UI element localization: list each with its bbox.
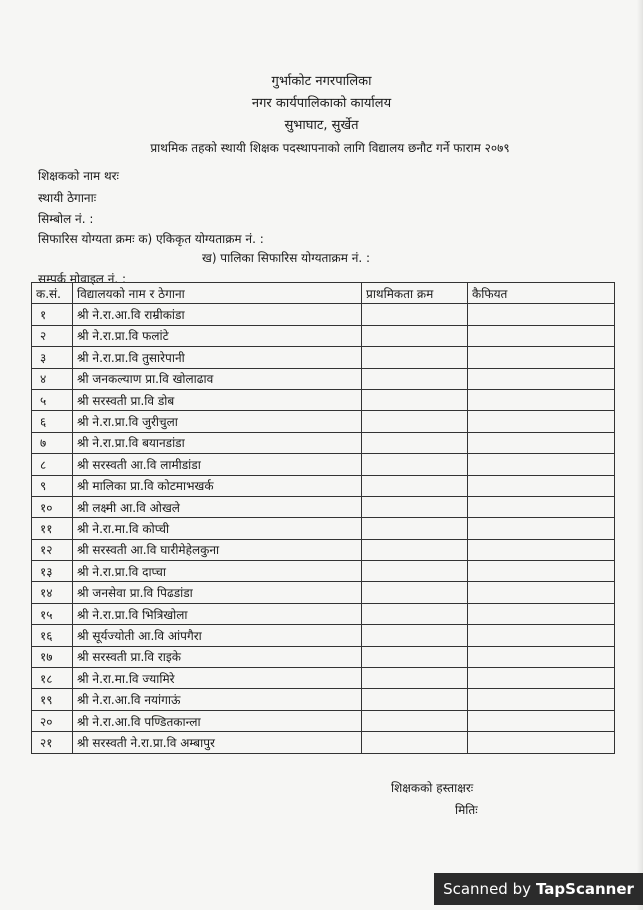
table-row	[32, 347, 615, 368]
serial-cell: १२	[32, 539, 73, 560]
remarks-cell	[468, 625, 615, 646]
table-header-row	[32, 283, 615, 304]
remarks-cell	[468, 304, 615, 325]
school-name-cell: श्री सूर्यज्योती आ.वि आंपगैरा	[73, 625, 362, 646]
tapscanner-watermark	[434, 873, 643, 905]
table-row	[32, 454, 615, 475]
remarks-cell	[468, 668, 615, 689]
remarks-cell	[468, 582, 615, 603]
school-name-cell: श्री ने.रा.आ.वि राम्रीकांडा	[73, 304, 362, 325]
table-row	[32, 625, 615, 646]
remarks-cell	[468, 347, 615, 368]
priority-cell	[362, 454, 468, 475]
table-row	[32, 496, 615, 517]
serial-cell: ४	[32, 368, 73, 389]
remarks-cell	[468, 454, 615, 475]
school-name-cell: श्री ने.रा.आ.वि नयांगाऊं	[73, 689, 362, 710]
school-name-cell: श्री सरस्वती ने.रा.प्रा.वि अम्बापुर	[73, 732, 362, 753]
serial-cell: १५	[32, 603, 73, 624]
priority-cell	[362, 710, 468, 731]
column-header-serial: क.सं.	[32, 283, 73, 304]
table-row	[32, 304, 615, 325]
serial-cell: ९	[32, 475, 73, 496]
serial-cell: १३	[32, 561, 73, 582]
serial-cell: १०	[32, 496, 73, 517]
priority-cell	[362, 411, 468, 432]
school-name-cell: श्री ने.रा.प्रा.वि दाप्चा	[73, 561, 362, 582]
school-name-cell: श्री ने.रा.प्रा.वि तुसारेपानी	[73, 347, 362, 368]
serial-cell: ८	[32, 454, 73, 475]
remarks-cell	[468, 603, 615, 624]
school-choice-table	[31, 282, 615, 754]
priority-cell	[362, 432, 468, 453]
priority-cell	[362, 325, 468, 346]
table-row	[32, 411, 615, 432]
priority-cell	[362, 732, 468, 753]
school-name-cell: श्री ने.रा.मा.वि कोप्ची	[73, 518, 362, 539]
remarks-cell	[468, 689, 615, 710]
column-header-remarks: कैफियत	[468, 283, 615, 304]
watermark-prefix: Scanned by	[443, 880, 531, 898]
serial-cell: १४	[32, 582, 73, 603]
priority-cell	[362, 668, 468, 689]
serial-cell: १८	[32, 668, 73, 689]
priority-cell	[362, 603, 468, 624]
table-row	[32, 603, 615, 624]
table-row	[32, 518, 615, 539]
date-label: मितिः	[455, 803, 478, 817]
office-address: सुभाघाट, सुर्खेत	[284, 118, 359, 133]
school-name-cell: श्री ने.रा.प्रा.वि जुरीचुला	[73, 411, 362, 432]
remarks-cell	[468, 561, 615, 582]
priority-cell	[362, 689, 468, 710]
school-name-cell: श्री ने.रा.प्रा.वि बयानडांडा	[73, 432, 362, 453]
field-teacher-name: शिक्षकको नाम थरः	[38, 169, 119, 183]
school-name-cell: श्री सरस्वती आ.वि घारीमेहेलकुना	[73, 539, 362, 560]
school-name-cell: श्री ने.रा.आ.वि पण्डितकान्ला	[73, 710, 362, 731]
remarks-cell	[468, 368, 615, 389]
serial-cell: ६	[32, 411, 73, 432]
column-header-priority: प्राथमिकता क्रम	[362, 283, 468, 304]
school-name-cell: श्री ने.रा.मा.वि ज्यामिरे	[73, 668, 362, 689]
priority-cell	[362, 625, 468, 646]
priority-cell	[362, 539, 468, 560]
table-row	[32, 432, 615, 453]
table-row	[32, 646, 615, 667]
field-merit-municipal: ख) पालिका सिफारिस योग्यताक्रम नं. :	[202, 251, 371, 265]
table-row	[32, 389, 615, 410]
priority-cell	[362, 389, 468, 410]
table-row	[32, 710, 615, 731]
priority-cell	[362, 368, 468, 389]
office-name: नगर कार्यपालिकाको कार्यालय	[251, 96, 392, 111]
field-merit-integrated: सिफारिस योग्यता क्रमः क) एकिकृत योग्यताक्रम नं. :	[38, 232, 264, 246]
table-row	[32, 668, 615, 689]
remarks-cell	[468, 732, 615, 753]
priority-cell	[362, 347, 468, 368]
remarks-cell	[468, 411, 615, 432]
serial-cell: ३	[32, 347, 73, 368]
serial-cell: ७	[32, 432, 73, 453]
serial-cell: १६	[32, 625, 73, 646]
priority-cell	[362, 646, 468, 667]
table-row	[32, 539, 615, 560]
priority-cell	[362, 561, 468, 582]
watermark-brand: TapScanner	[535, 880, 634, 898]
school-name-cell: श्री सरस्वती प्रा.वि डोब	[73, 389, 362, 410]
priority-cell	[362, 518, 468, 539]
priority-cell	[362, 582, 468, 603]
field-symbol-number: सिम्बोल नं. :	[38, 212, 94, 226]
table-row	[32, 561, 615, 582]
serial-cell: २०	[32, 710, 73, 731]
field-permanent-address: स्थायी ठेगानाः	[38, 191, 97, 205]
school-name-cell: श्री मालिका प्रा.वि कोटमाभखर्क	[73, 475, 362, 496]
table-row	[32, 582, 615, 603]
school-name-cell: श्री जनकल्याण प्रा.वि खोलाढाव	[73, 368, 362, 389]
serial-cell: १	[32, 304, 73, 325]
school-name-cell: श्री ने.रा.प्रा.वि भित्रिखोला	[73, 603, 362, 624]
remarks-cell	[468, 496, 615, 517]
table-row	[32, 368, 615, 389]
municipality-name: गुर्भाकोट नगरपालिका	[271, 74, 372, 89]
school-name-cell: श्री ने.रा.प्रा.वि फलांटे	[73, 325, 362, 346]
school-name-cell: श्री सरस्वती आ.वि लामीडांडा	[73, 454, 362, 475]
school-name-cell: श्री जनसेवा प्रा.वि पिढडांडा	[73, 582, 362, 603]
remarks-cell	[468, 710, 615, 731]
serial-cell: २१	[32, 732, 73, 753]
school-name-cell: श्री लक्ष्मी आ.वि ओखले	[73, 496, 362, 517]
priority-cell	[362, 304, 468, 325]
table-row	[32, 325, 615, 346]
table-row	[32, 689, 615, 710]
priority-cell	[362, 496, 468, 517]
remarks-cell	[468, 475, 615, 496]
school-name-cell: श्री सरस्वती प्रा.वि राइके	[73, 646, 362, 667]
remarks-cell	[468, 539, 615, 560]
table-row	[32, 732, 615, 753]
table-row	[32, 475, 615, 496]
remarks-cell	[468, 325, 615, 346]
serial-cell: ११	[32, 518, 73, 539]
serial-cell: २	[32, 325, 73, 346]
serial-cell: १९	[32, 689, 73, 710]
column-header-school: विद्यालयको नाम र ठेगाना	[73, 283, 362, 304]
teacher-signature-label: शिक्षकको हस्ताक्षरः	[391, 781, 474, 795]
serial-cell: १७	[32, 646, 73, 667]
priority-cell	[362, 475, 468, 496]
remarks-cell	[468, 646, 615, 667]
remarks-cell	[468, 518, 615, 539]
field-mobile: सम्पर्क मोवाइल नं. :	[38, 272, 127, 286]
page-edge-shadow	[637, 0, 643, 910]
form-title: प्राथमिक तहको स्थायी शिक्षक पदस्थापनाको लागि विद्यालय छनौट गर्ने फाराम २०७९	[150, 141, 510, 155]
remarks-cell	[468, 432, 615, 453]
serial-cell: ५	[32, 389, 73, 410]
remarks-cell	[468, 389, 615, 410]
